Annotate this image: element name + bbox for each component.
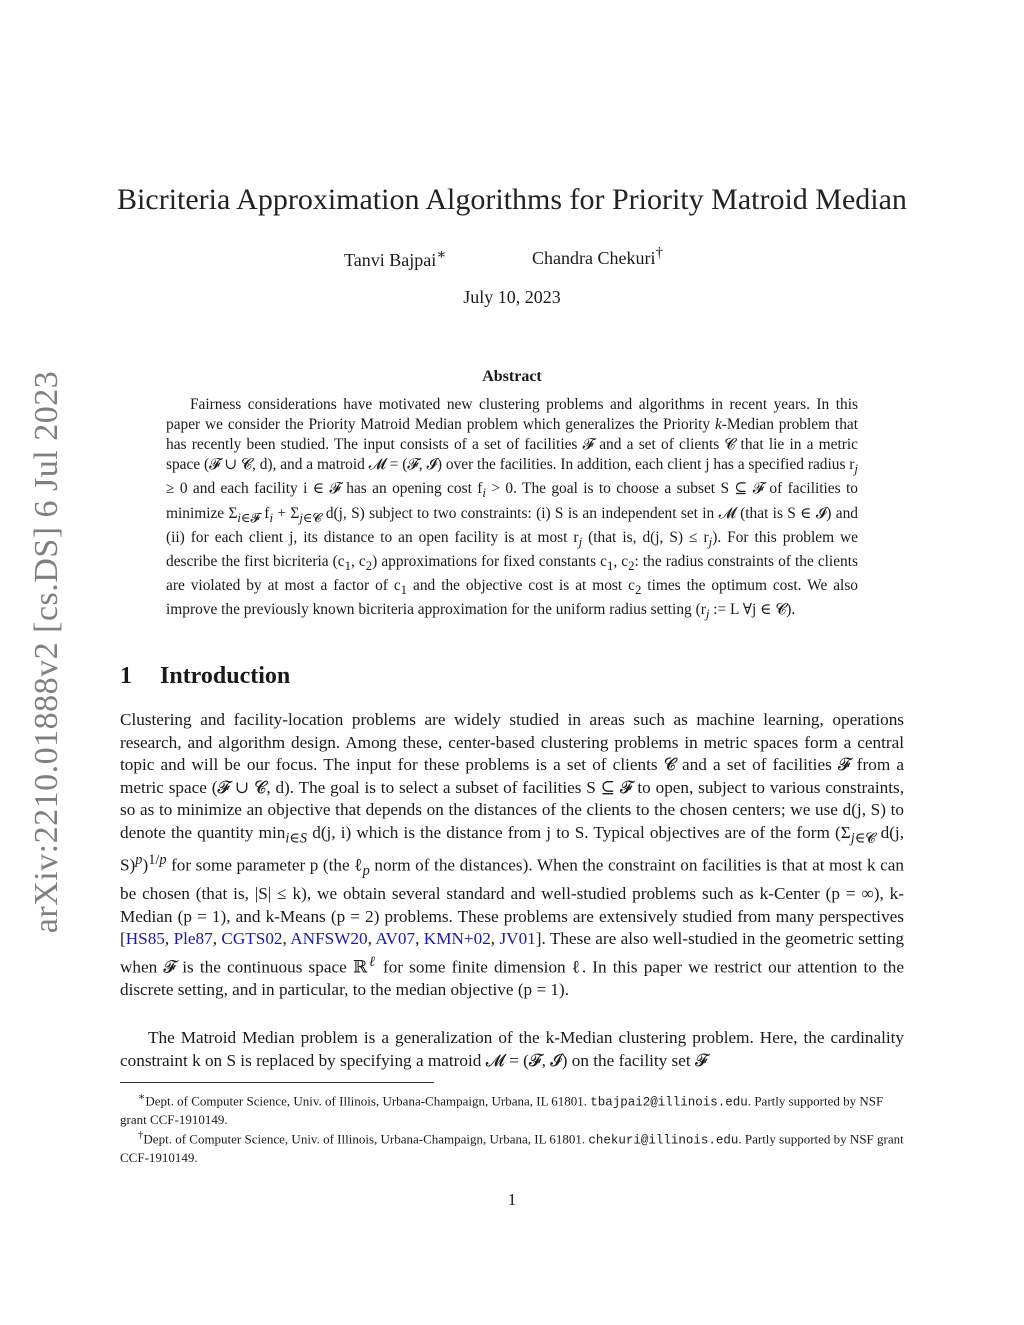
citation-link[interactable]: KMN+02 [423,929,491,949]
section-number: 1 [120,663,132,689]
page-number: 1 [507,1190,517,1209]
footnote-1: ∗Dept. of Computer Science, Univ. of Illinois, Urbana-Champaign, Urbana, IL 61801. tbajpai2@illinois.edu. Partly supported by NSF grant CCF-1910149. [120,1091,884,1128]
citation-link[interactable]: Ple87 [173,929,213,949]
author-footnote-mark: † [655,245,663,261]
author-1 [344,245,446,271]
citation-link[interactable]: AV07 [375,929,416,949]
footnote-rule [120,1082,434,1083]
paper-date: July 10, 2023 [463,287,561,307]
abstract-body: Fairness considerations have motivated new clustering problems and algorithms in recent years. In this paper we consider the Priority Matroid Median problem which generalizes the Priority k-Median problem that has recently been studied. The input consists of a set of facilities 𝓕 and a set of clients 𝓒 that lie in a metric space (𝓕 ∪ 𝓒, d), and a matroid 𝓜 = (𝓕, 𝓘) over the facilities. In addition, each client j has a specified radius $r_j \ge 0$ and each facility i ∈ 𝓕 has an opening cost $f_i > 0$. The goal is to choose a subset S ⊆ 𝓕 of facilities to minimize $\Sigma_{i\in 𝓕}$ $f_i + \Sigma_{j\in 𝓒}$ d(j, S) subject to two constraints: (i) S is an independent set in 𝓜 (that is S ∈ 𝓘) and (ii) for each client j, its distance to an open facility is at most $r_j$ (that is, d(j, $S) \le r_j$). For this problem we describe the first bicriteria ($c_1$, $c_2$) approximations for fixed constants $c_1$, $c_2$: the radius constraints of the clients are violated by at most a factor of $c_1$ and the objective cost is at most $c_2$ times the optimum cost. We also improve the previously known bicriteria approximation for the uniform radius setting ($r_j$ := L ∀j ∈ 𝓒). [166,396,859,622]
section-heading [120,663,290,690]
author-footnote-mark: ∗ [436,247,447,263]
citation-link[interactable]: JV01 [499,929,536,949]
citation-link[interactable]: CGTS02 [221,929,283,949]
intro-paragraph-2: The Matroid Median problem is a generalization of the k-Median clustering problem. Here, the cardinality constraint k on S is replaced by specifying a matroid 𝓜 = (𝓕, 𝓘) on the facility set 𝓕 [120,1028,904,1070]
author-name: Tanvi Bajpai [344,250,437,270]
author-name: Chandra Chekuri [532,248,656,268]
email-link[interactable]: tbajpai2@illinois.edu [590,1095,748,1110]
author-2 [532,245,663,269]
arxiv-identifier: arXiv:2210.01888v2 [cs.DS] 6 Jul 2023 [28,370,65,934]
arxiv-sidebar [22,370,72,934]
intro-paragraph-1: Clustering and facility-location problems are widely studied in areas such as machine learning, operations research, and algorithm design. Among these, center-based clustering problems in metric spaces form a central topic and will be our focus. The input for these problems is a set of clients 𝓒 and a set of facilities 𝓕 from a metric space (𝓕 ∪ 𝓒, d). The goal is to select a subset of facilities S ⊆ 𝓕 to open, subject to various constraints, so as to minimize an objective that depends on the distances of the clients to the chosen centers; we use d(j, S) to denote the quantity $\min_{i\in S} d(j$, i) which is the distance from j to S. Typical objectives are of the form ($\Sigma_{j\in 𝓒}$ d(j, S)$^p$)$^{1/p}$ for some parameter p (the ℓ$_p$ norm of the distances). When the constraint on facilities is that at most k can be chosen (that is, |S| ≤ k), we obtain several standard and well-studied problems such as k-Center (p = ∞), k-Median (p = 1), and k-Means (p = 2) problems. These problems are extensively studied from many perspectives [HS85, Ple87, CGTS02, ANFSW20, AV07, KMN+02, JV01]. These are also well-studied in the geometric setting when 𝓕 is the continuous space ℝ$^\ell$ for some finite dimension ℓ. In this paper we restrict our attention to the discrete setting, and in particular, to the median objective (p = 1). [120,710,905,999]
citation-link[interactable]: HS85 [125,929,165,949]
citation-link[interactable]: ANFSW20 [290,929,368,949]
footnote-2: †Dept. of Computer Science, Univ. of Illinois, Urbana-Champaign, Urbana, IL 61801. chekuri@illinois.edu. Partly supported by NSF grant CCF-1910149. [120,1129,904,1166]
abstract-heading: Abstract [482,368,542,385]
paper-title: Bicriteria Approximation Algorithms for Priority Matroid Median [117,183,907,216]
email-link[interactable]: chekuri@illinois.edu [588,1133,739,1148]
section-title: Introduction [160,663,291,689]
